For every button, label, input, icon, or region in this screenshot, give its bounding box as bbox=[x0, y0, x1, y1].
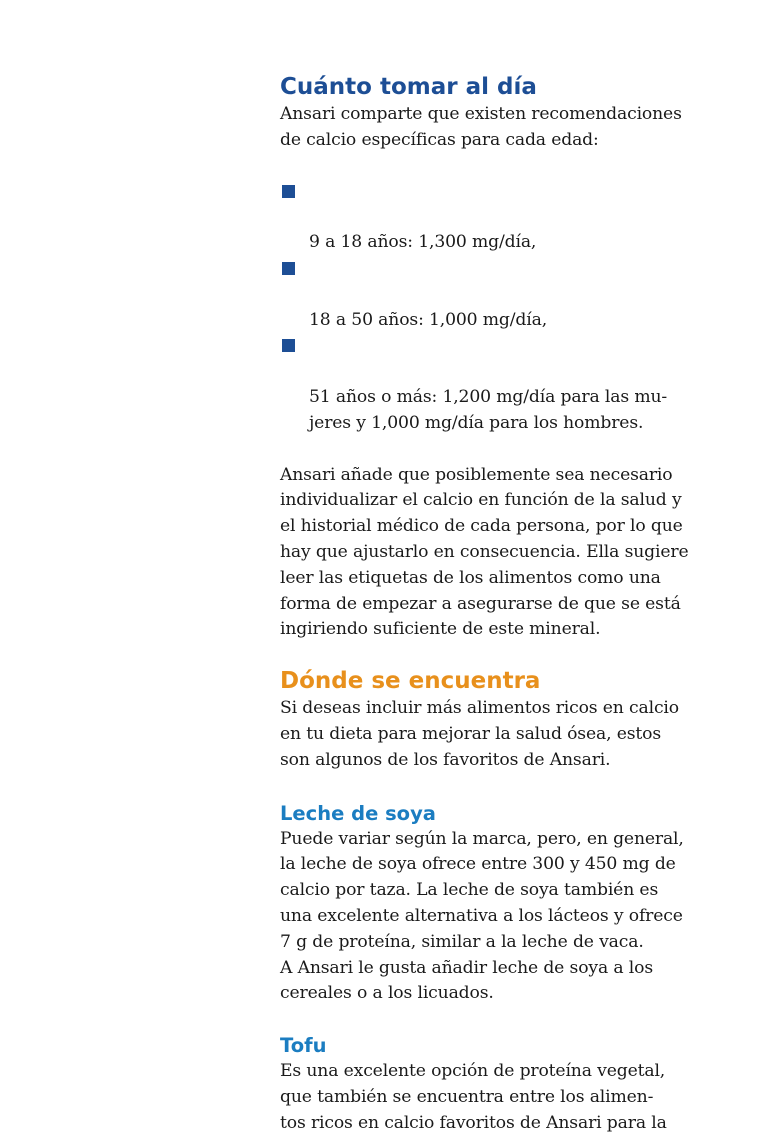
subheading-soy-milk: Leche de soya bbox=[280, 801, 436, 825]
list-item-text: 9 a 18 años: 1,300 mg/día, bbox=[309, 232, 537, 253]
section-paragraph: Si deseas incluir más alimentos ricos en calcio en tu dieta para mejorar la salud ósea, estos son algunos de los favoritos de Ansari. bbox=[280, 698, 679, 770]
calcium-recommendations-list bbox=[280, 179, 732, 437]
list-item bbox=[280, 256, 732, 333]
soy-milk-paragraph: Puede variar según la marca, pero, en general, la leche de soya ofrece entre 300 y 450 mg de calcio por taza. La leche de soya también es una excelente alternativa a los lácteos y ofrece 7 g de proteína, similar a la leche de vaca. A Ansari le gusta añadir leche de soya a los cereales o a los licuados. bbox=[280, 828, 684, 1004]
list-item-text: 51 años o más: 1,200 mg/día para las mu- jeres y 1,000 mg/día para los hombres. bbox=[309, 386, 668, 433]
section-title-where-found: Dónde se encuentra bbox=[280, 668, 541, 695]
list-item-text: 18 a 50 años: 1,000 mg/día, bbox=[309, 309, 548, 330]
tofu-paragraph: Es una excelente opción de proteína vegetal, que también se encuentra entre los alimen- tos ricos en calcio favoritos de Ansari para la bbox=[280, 1061, 667, 1133]
section-intro: Ansari comparte que existen recomendaciones de calcio específicas para cada edad: bbox=[280, 104, 682, 150]
list-item bbox=[280, 333, 732, 436]
list-item bbox=[280, 179, 732, 256]
section-title-how-much: Cuánto tomar al día bbox=[280, 74, 537, 100]
section-paragraph: Ansari añade que posiblemente sea necesario individualizar el calcio en función de la salud y el historial médico de cada persona, por lo que hay que ajustarlo en consecuencia. Ella sugiere leer las etiquetas de los alimentos como una forma de empezar a asegurarse de que se está ingiriendo suficiente de este mineral. bbox=[280, 464, 689, 640]
article-column bbox=[280, 72, 732, 1137]
square-bullet-icon bbox=[282, 262, 295, 275]
subheading-tofu: Tofu bbox=[280, 1034, 327, 1058]
square-bullet-icon bbox=[282, 339, 295, 352]
square-bullet-icon bbox=[282, 185, 295, 198]
